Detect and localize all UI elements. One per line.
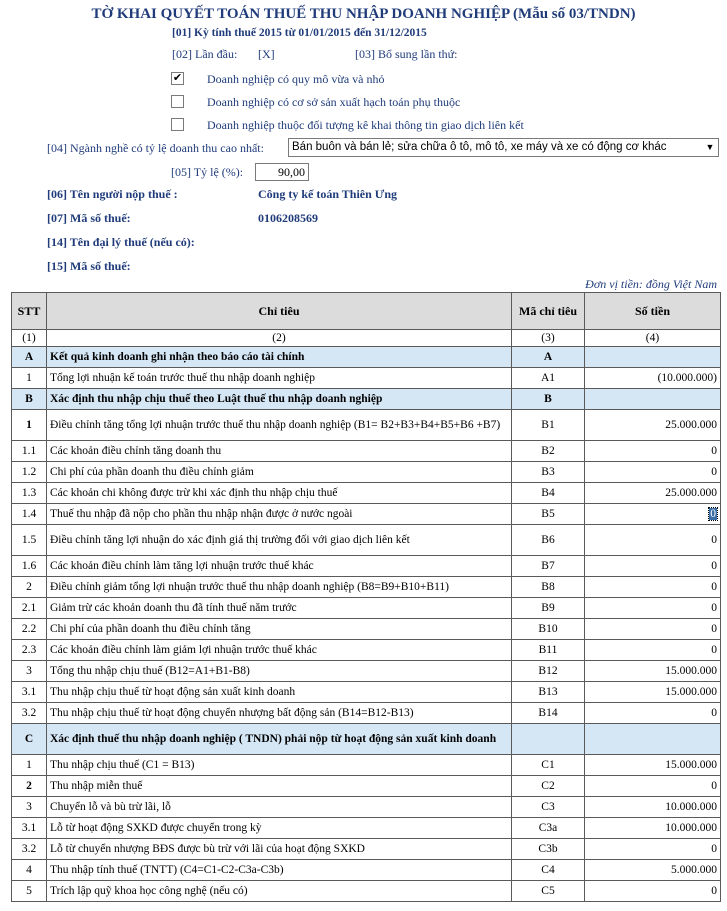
row-amount: 15.000.000: [585, 755, 721, 776]
row-amount[interactable]: 0: [585, 598, 721, 619]
row-code: C3a: [512, 818, 585, 839]
row-label: Thu nhập tính thuế (TNTT) (C4=C1-C2-C3a-C3b): [47, 860, 512, 881]
table-row: [12, 577, 721, 598]
row-stt: 5: [12, 881, 47, 902]
header-indicator: Chỉ tiêu: [47, 293, 512, 330]
row-amount: 0: [585, 577, 721, 598]
row-stt: 4: [12, 860, 47, 881]
checkbox-dependent-unit[interactable]: [171, 95, 184, 108]
row-label: Giảm trừ các khoản doanh thu đã tính thuế năm trước: [47, 598, 512, 619]
row-code: C3: [512, 797, 585, 818]
table-row: [12, 389, 721, 410]
colnum-3: (3): [512, 330, 585, 347]
row-stt: 1.5: [12, 525, 47, 556]
selected-amount-text[interactable]: 0: [710, 508, 716, 520]
header-code: Mã chỉ tiêu: [512, 293, 585, 330]
row-stt: 1: [12, 410, 47, 441]
row-amount[interactable]: 25.000.000: [585, 483, 721, 504]
row-amount: [585, 724, 721, 755]
table-row: [12, 368, 721, 389]
industry-select-value: Bán buôn và bán lẻ; sửa chữa ô tô, mô tô, xe máy và xe có động cơ khác: [292, 141, 667, 153]
row-label: Thu nhập chịu thuế từ hoạt động chuyển nhượng bất động sản (B14=B12-B13): [47, 703, 512, 724]
row-label: Các khoản chi không được trừ khi xác định thu nhập chịu thuế: [47, 483, 512, 504]
row-label: Các khoản điều chỉnh làm giảm lợi nhuận trước thuế khác: [47, 640, 512, 661]
row-stt: 2: [12, 577, 47, 598]
first-time-label: [02] Lần đầu:: [172, 47, 238, 61]
table-row: [12, 556, 721, 577]
row-label: Thu nhập miễn thuế: [47, 776, 512, 797]
table-row: [12, 462, 721, 483]
table-row: [12, 598, 721, 619]
row-stt: 3: [12, 797, 47, 818]
table-row: [12, 703, 721, 724]
rate-input[interactable]: 90,00: [255, 163, 309, 181]
table-row: [12, 483, 721, 504]
row-code: A1: [512, 368, 585, 389]
first-time-value: [X]: [258, 47, 275, 61]
checkbox-dependent-unit-label: Doanh nghiệp có cơ sở sản xuất hạch toán phụ thuộc: [207, 95, 461, 109]
tax-agent-label: [14] Tên đại lý thuế (nếu có):: [47, 235, 195, 249]
row-amount[interactable]: 0: [585, 441, 721, 462]
row-amount: 0: [585, 703, 721, 724]
row-code: C4: [512, 860, 585, 881]
row-amount: [585, 389, 721, 410]
row-label: Chi phí của phần doanh thu điều chỉnh tăng: [47, 619, 512, 640]
row-code: B1: [512, 410, 585, 441]
row-stt: 1.2: [12, 462, 47, 483]
row-amount[interactable]: 10.000.000: [585, 818, 721, 839]
table-row: [12, 504, 721, 525]
rate-label: [05] Tỷ lệ (%):: [171, 165, 244, 179]
row-label: Tổng lợi nhuận kế toán trước thuế thu nhập doanh nghiệp: [47, 368, 512, 389]
table-row: [12, 619, 721, 640]
table-row: [12, 776, 721, 797]
row-label: Điều chỉnh giảm tổng lợi nhuận trước thuế thu nhập doanh nghiệp (B8=B9+B10+B11): [47, 577, 512, 598]
row-amount[interactable]: (10.000.000): [585, 368, 721, 389]
row-stt: 3.1: [12, 682, 47, 703]
row-label: Chuyển lỗ và bù trừ lãi, lỗ: [47, 797, 512, 818]
currency-unit-note: Đơn vị tiền: đồng Việt Nam: [585, 277, 717, 291]
row-stt: 3: [12, 661, 47, 682]
row-code: B9: [512, 598, 585, 619]
dropdown-arrow-icon[interactable]: ▼: [702, 139, 718, 156]
row-label: Tổng thu nhập chịu thuế (B12=A1+B1-B8): [47, 661, 512, 682]
row-amount: 10.000.000: [585, 797, 721, 818]
row-stt: 2.1: [12, 598, 47, 619]
row-label: Các khoản điều chỉnh tăng doanh thu: [47, 441, 512, 462]
row-amount[interactable]: 0: [585, 881, 721, 902]
table-row: [12, 661, 721, 682]
row-stt: 1: [12, 368, 47, 389]
colnum-2: (2): [47, 330, 512, 347]
tax-period: [01] Kỳ tính thuế 2015 từ 01/01/2015 đến 31/12/2015: [172, 27, 427, 39]
row-code: B13: [512, 682, 585, 703]
row-label: Các khoản điều chỉnh làm tăng lợi nhuận trước thuế khác: [47, 556, 512, 577]
industry-label: [04] Ngành nghề có tỷ lệ doanh thu cao nhất:: [47, 141, 264, 155]
row-code: B8: [512, 577, 585, 598]
header-stt: STT: [12, 293, 47, 330]
row-label: Xác định thuế thu nhập doanh nghiệp ( TNDN) phải nộp từ hoạt động sản xuất kinh doanh: [47, 724, 512, 755]
row-code: B2: [512, 441, 585, 462]
row-stt: C: [12, 724, 47, 755]
table-row: [12, 724, 721, 755]
row-label: Thuế thu nhập đã nộp cho phần thu nhập nhận được ở nước ngoài: [47, 504, 512, 525]
header-amount: Số tiền: [585, 293, 721, 330]
row-amount: 5.000.000: [585, 860, 721, 881]
row-code: C5: [512, 881, 585, 902]
row-code: B12: [512, 661, 585, 682]
row-code: C1: [512, 755, 585, 776]
table-row: [12, 860, 721, 881]
table-row: [12, 525, 721, 556]
table-row: [12, 881, 721, 902]
row-stt: 3.2: [12, 839, 47, 860]
table-row: [12, 818, 721, 839]
row-stt: 2.3: [12, 640, 47, 661]
row-stt: 1.3: [12, 483, 47, 504]
row-code: B5: [512, 504, 585, 525]
row-code: A: [512, 347, 585, 368]
row-amount[interactable]: 0: [585, 619, 721, 640]
row-stt: A: [12, 347, 47, 368]
industry-select[interactable]: [288, 138, 719, 157]
table-row: [12, 640, 721, 661]
checkbox-sme-label: Doanh nghiệp có quy mô vừa và nhỏ: [207, 72, 385, 86]
table-row: [12, 410, 721, 441]
table-row: [12, 347, 721, 368]
row-code: B4: [512, 483, 585, 504]
row-code: B7: [512, 556, 585, 577]
table-row: [12, 839, 721, 860]
row-amount: 25.000.000: [585, 410, 721, 441]
row-code: B6: [512, 525, 585, 556]
checkbox-related-party[interactable]: [171, 118, 184, 131]
row-code: B10: [512, 619, 585, 640]
row-label: Điều chỉnh tăng tổng lợi nhuận trước thuế thu nhập doanh nghiệp (B1= B2+B3+B4+B5+B6 +B7): [47, 410, 512, 441]
tax-code-value: 0106208569: [258, 211, 318, 225]
row-stt: 1.6: [12, 556, 47, 577]
tax-agent-code-label: [15] Mã số thuế:: [47, 259, 131, 273]
row-stt: 2: [12, 776, 47, 797]
colnum-1: (1): [12, 330, 47, 347]
row-code: B: [512, 389, 585, 410]
row-label: Trích lập quỹ khoa học công nghệ (nếu có): [47, 881, 512, 902]
row-label: Lỗ từ chuyển nhượng BĐS được bù trừ với lãi của hoạt động SXKD: [47, 839, 512, 860]
row-stt: 3.2: [12, 703, 47, 724]
row-amount: 15.000.000: [585, 682, 721, 703]
table-row: [12, 755, 721, 776]
supplement-label: [03] Bổ sung lần thứ:: [355, 47, 458, 61]
table-row: [12, 797, 721, 818]
row-stt: 3.1: [12, 818, 47, 839]
table-row: [12, 682, 721, 703]
row-label: Điều chỉnh tăng lợi nhuận do xác định giá thị trường đối với giao dịch liên kết: [47, 525, 512, 556]
form-title: TỜ KHAI QUYẾT TOÁN THUẾ THU NHẬP DOANH NGHIỆP (Mẫu số 03/TNDN): [91, 6, 636, 22]
tax-code-label: [07] Mã số thuế:: [47, 211, 131, 225]
row-code: C2: [512, 776, 585, 797]
row-label: Xác định thu nhập chịu thuế theo Luật thuế thu nhập doanh nghiệp: [47, 389, 512, 410]
colnum-4: (4): [585, 330, 721, 347]
table-row: [12, 441, 721, 462]
row-amount: [585, 347, 721, 368]
row-stt: 1: [12, 755, 47, 776]
taxpayer-name-value: Công ty kế toán Thiên Ưng: [258, 187, 398, 201]
row-amount[interactable]: 0: [585, 462, 721, 483]
checkbox-sme[interactable]: ✔: [172, 72, 183, 84]
row-amount: 15.000.000: [585, 661, 721, 682]
row-amount[interactable]: 0: [585, 839, 721, 860]
row-amount[interactable]: 0: [585, 525, 721, 556]
row-code: B14: [512, 703, 585, 724]
row-amount[interactable]: 0: [585, 640, 721, 661]
row-amount[interactable]: 0: [585, 776, 721, 797]
checkbox-related-party-label: Doanh nghiệp thuộc đối tượng kê khai thông tin giao dịch liên kết: [207, 118, 524, 132]
row-code: B11: [512, 640, 585, 661]
row-code: B3: [512, 462, 585, 483]
row-label: Lỗ từ hoạt động SXKD được chuyển trong kỳ: [47, 818, 512, 839]
row-label: Thu nhập chịu thuế từ hoạt động sản xuất kinh doanh: [47, 682, 512, 703]
row-amount[interactable]: 0: [585, 556, 721, 577]
row-stt: 2.2: [12, 619, 47, 640]
row-stt: B: [12, 389, 47, 410]
row-stt: 1.1: [12, 441, 47, 462]
row-label: Kết quả kinh doanh ghi nhận theo báo cáo tài chính: [47, 347, 512, 368]
row-label: Chi phí của phần doanh thu điều chỉnh giảm: [47, 462, 512, 483]
row-code: C3b: [512, 839, 585, 860]
row-stt: 1.4: [12, 504, 47, 525]
row-code: [512, 724, 585, 755]
row-amount-selected[interactable]: [585, 504, 721, 525]
tax-table: [11, 292, 721, 902]
row-label: Thu nhập chịu thuế (C1 = B13): [47, 755, 512, 776]
taxpayer-name-label: [06] Tên người nộp thuế :: [47, 187, 178, 201]
